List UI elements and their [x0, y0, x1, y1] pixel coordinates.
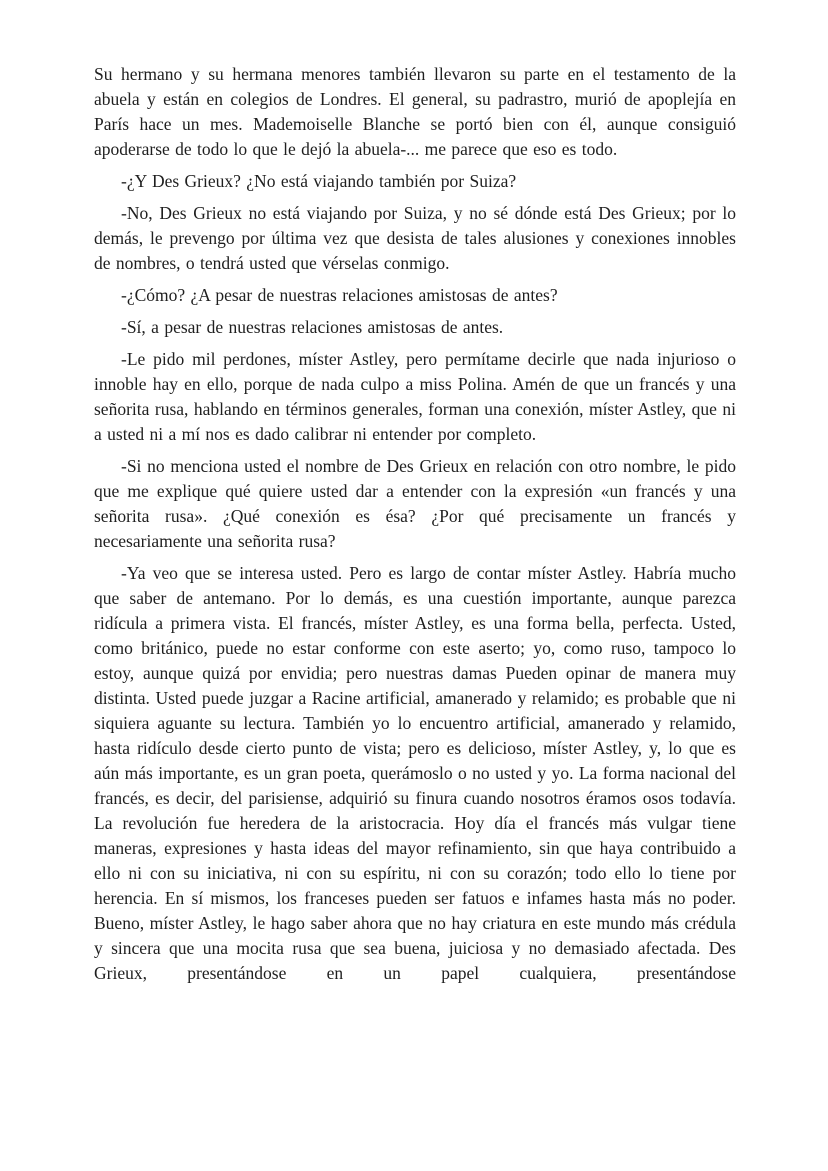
paragraph: -No, Des Grieux no está viajando por Suiza, y no sé dónde está Des Grieux; por lo demás, le prevengo por última vez que desista de tales alusiones y conexiones innobles de nombres, o tendrá usted que vérselas conmigo. — [94, 203, 736, 273]
paragraph: -Le pido mil perdones, míster Astley, pero permítame decirle que nada injurioso o innoble hay en ello, porque de nada culpo a miss Polina. Amén de que un francés y una señorita rusa, hablando en términos generales, forman una conexión, míster Astley, que ni a usted ni a mí nos es dado calibrar ni entender por completo. — [94, 349, 736, 444]
paragraph: -Ya veo que se interesa usted. Pero es largo de contar míster Astley. Habría mucho que saber de antemano. Por lo demás, es una cuestión importante, aunque parezca ridícula a primera vista. El francés, míster Astley, es una forma bella, perfecta. Usted, como británico, puede no estar conforme con este aserto; yo, como ruso, tampoco lo estoy, aunque quizá por envidia; pero nuestras damas Pueden opinar de manera muy distinta. Usted puede juzgar a Racine artificial, amanerado y relamido; es probable que ni siquiera aguante su lectura. También yo lo encuentro artificial, amanerado y relamido, hasta ridículo desde cierto punto de vista; pero es delicioso, míster Astley, y, lo que es aún más importante, es un gran poeta, querámoslo o no usted y yo. La forma nacional del francés, es decir, del parisiense, adquirió su finura cuando nosotros éramos osos todavía. La revolución fue heredera de la aristocracia. Hoy día el francés más vulgar tiene maneras, expresiones y hasta ideas del mayor refinamiento, sin que haya contribuido a ello ni con su iniciativa, ni con su espíritu, ni con su corazón; todo ello lo tiene por herencia. En sí mismos, los franceses pueden ser fatuos e infames hasta más no poder. Bueno, míster Astley, le hago saber ahora que no hay criatura en este mundo más crédula y sincera que una mocita rusa que sea buena, juiciosa y no demasiado afectada. Des Grieux, presentándose en un papel cualquiera, presentándose — [94, 563, 736, 983]
paragraph: -¿Cómo? ¿A pesar de nuestras relaciones amistosas de antes? — [121, 285, 558, 305]
paragraph: -¿Y Des Grieux? ¿No está viajando también por Suiza? — [121, 171, 517, 191]
paragraph: -Sí, a pesar de nuestras relaciones amistosas de antes. — [121, 317, 504, 337]
paragraph: -Si no menciona usted el nombre de Des Grieux en relación con otro nombre, le pido que me explique qué quiere usted dar a entender con la expresión «un francés y una señorita rusa». ¿Qué conexión es ésa? ¿Por qué precisamente un francés y necesariamente una señorita rusa? — [94, 456, 736, 551]
text-block — [94, 62, 736, 993]
paragraph: Su hermano y su hermana menores también llevaron su parte en el testamento de la abuela y están en colegios de Londres. El general, su padrastro, murió de apoplejía en París hace un mes. Mademoiselle Blanche se portó bien con él, aunque consiguió apoderarse de todo lo que le dejó la abuela-... me parece que eso es todo. — [94, 64, 736, 159]
